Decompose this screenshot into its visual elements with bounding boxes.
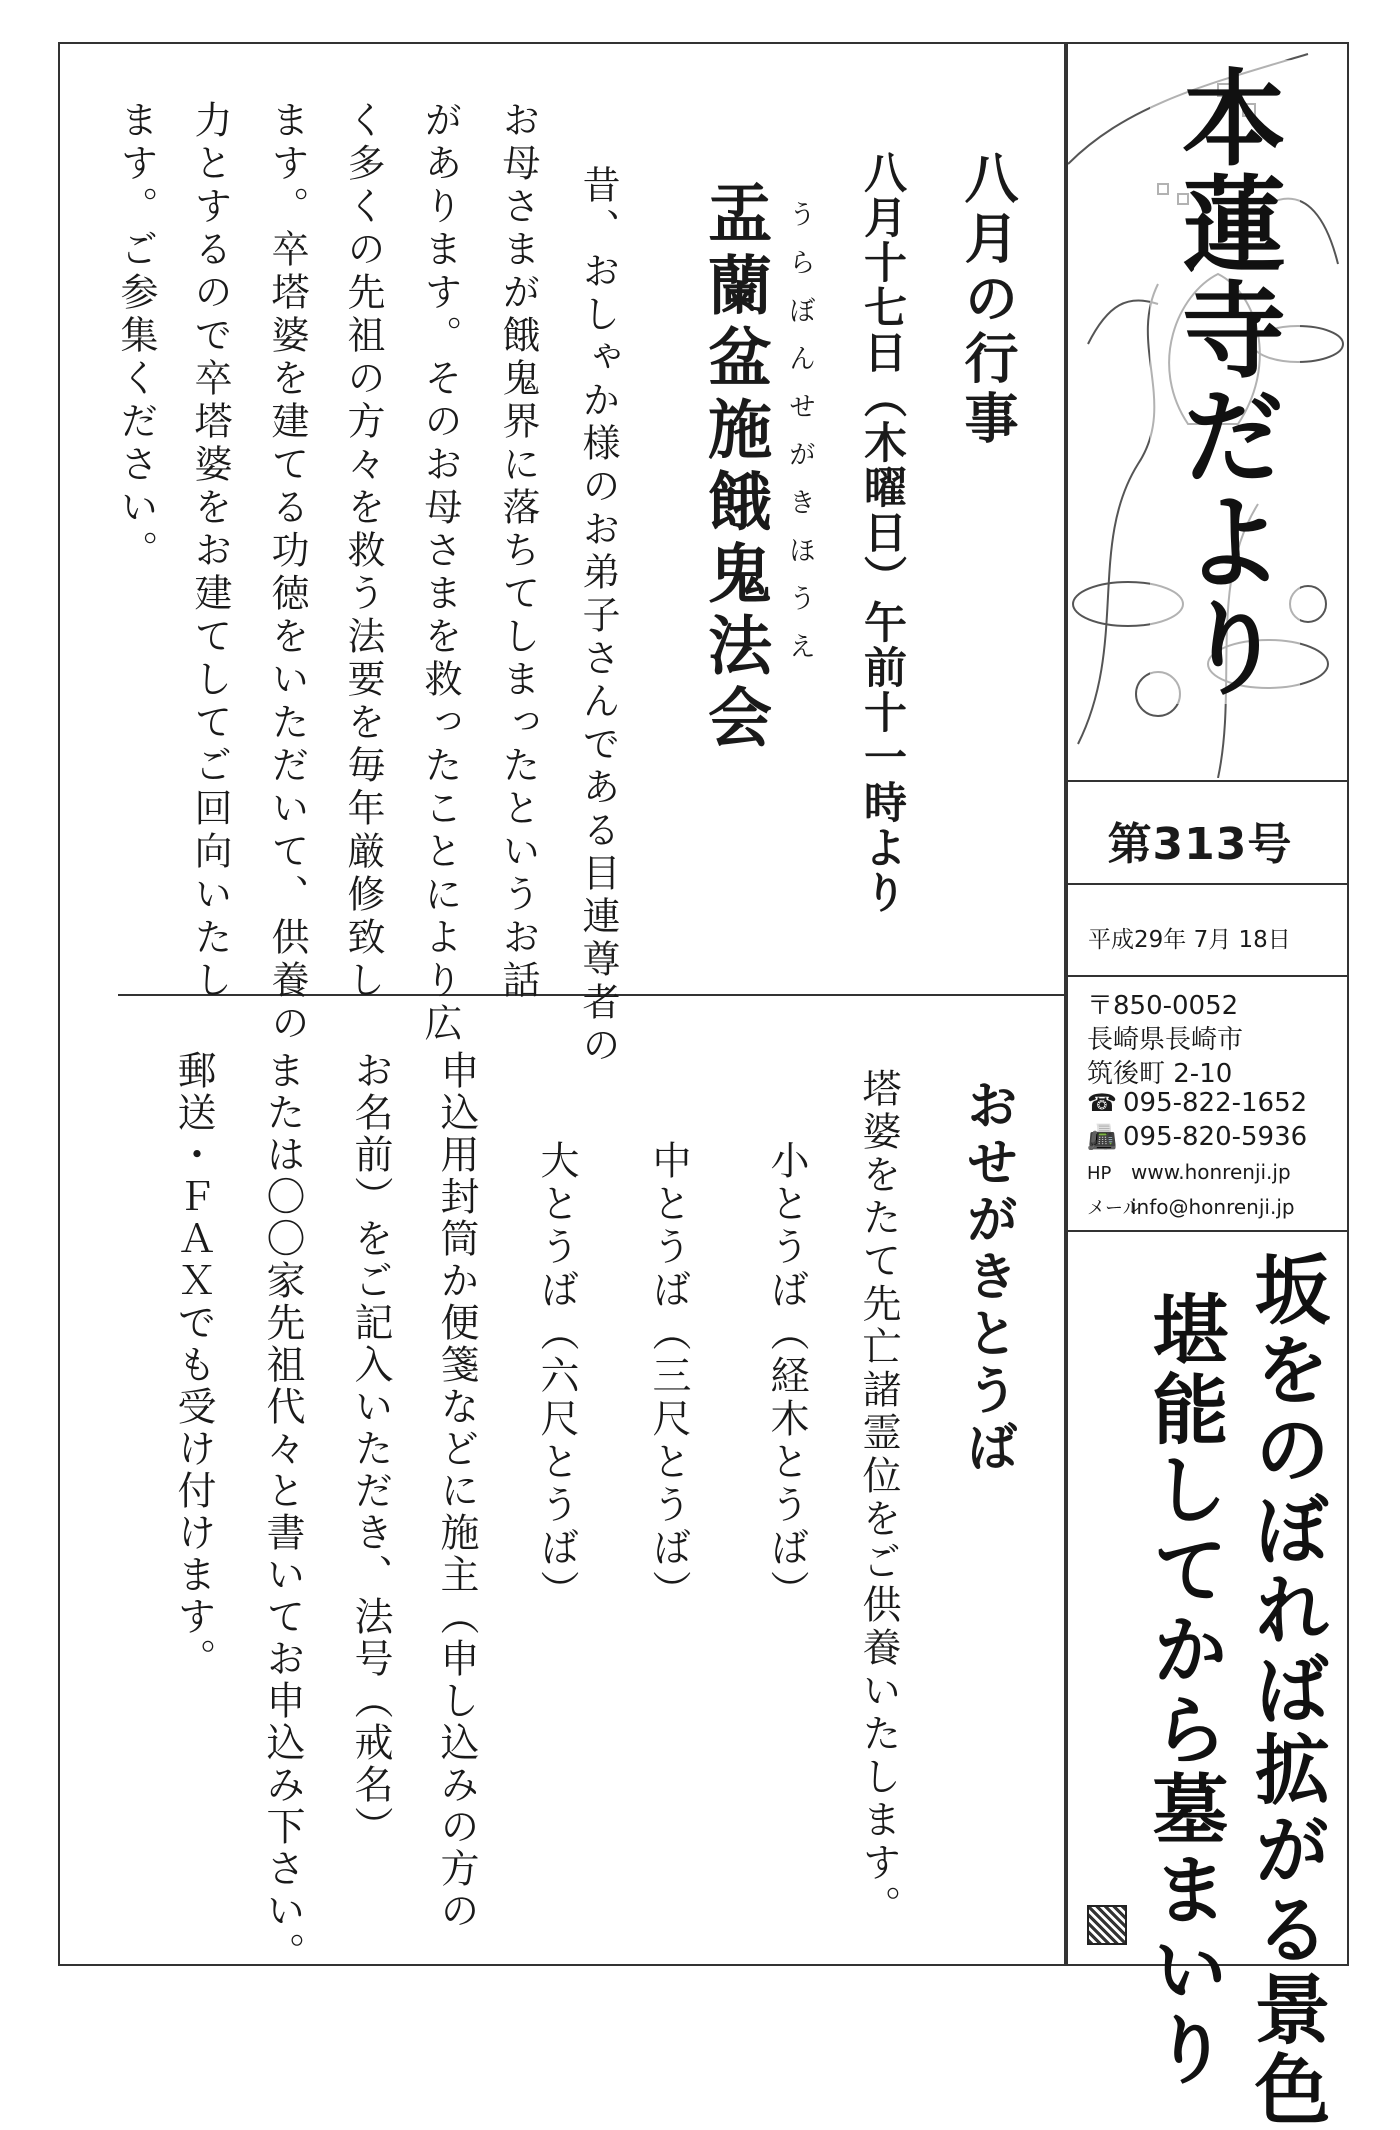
issue-number: 第313号: [1107, 819, 1293, 870]
event-description-line-3: があります。そのお母さまを救ったことにより広: [418, 100, 462, 1046]
event-description-line-6: 力とするので卒塔婆をお建てしてご回向いたし: [188, 100, 232, 1003]
event-description-line-1: 昔、おしゃか様のお弟子さんである目連尊者の: [576, 165, 620, 1068]
website-row: [1087, 1160, 1291, 1184]
event-title-ruby: うらぼんせがきほうえ: [784, 200, 815, 680]
instructions-line-1: 申込用封筒か便箋などに施主（申し込みの方の: [434, 1050, 479, 1932]
events-heading: 八月の行事: [956, 150, 1020, 450]
slogan-line-1: 坂をのぼれば拡がる景色: [1242, 1250, 1331, 2130]
issue-date: 平成29年 7月 18日: [1088, 927, 1291, 953]
sidebar-divider-masthead: [1066, 780, 1349, 782]
fax-row: [1087, 1122, 1307, 1152]
toba-size-medium: 中とうば（三尺とうば）: [646, 1140, 691, 1613]
email-address[interactable]: info@honrenji.jp: [1131, 1195, 1295, 1219]
instructions-line-3: または〇〇家先祖代々と書いてお申込み下さい。: [260, 1050, 305, 1974]
instructions-line-2: お名前）をご記入いただき、法号（戒名）: [348, 1050, 393, 1848]
event-title: 盂蘭盆施餓鬼法会: [697, 180, 772, 756]
sidebar-divider-contact: [1066, 1230, 1349, 1232]
slogan-line-2: 堪能してから墓まいり: [1140, 1290, 1229, 2090]
toba-size-large: 大とうば（六尺とうば）: [534, 1140, 579, 1613]
telephone-icon: ☎: [1087, 1089, 1117, 1117]
postal-code: 〒850-0052: [1087, 991, 1239, 1021]
address-line-2: 筑後町 2-10: [1087, 1059, 1233, 1089]
event-description-line-4: く多くの先祖の方々を救う法要を毎年厳修致し: [341, 100, 385, 1003]
fax-number: 095-820-5936: [1123, 1122, 1308, 1152]
newsletter-masthead: 本蓮寺だより: [1150, 60, 1300, 704]
artist-seal: [1087, 1905, 1127, 1945]
instructions-line-4: 郵送・ＦＡＸでも受け付けます。: [171, 1050, 216, 1680]
email-label: メール: [1087, 1198, 1141, 1219]
osegaki-heading: おせがきとうば: [957, 1078, 1018, 1477]
address-line-1: 長崎県長崎市: [1087, 1025, 1244, 1055]
event-description-line-7: ます。ご参集ください。: [114, 100, 158, 573]
email-row: [1087, 1194, 1295, 1220]
phone-number: 095-822-1652: [1123, 1088, 1308, 1118]
website-label: HP: [1087, 1163, 1112, 1184]
sidebar-divider-date: [1066, 975, 1349, 977]
event-datetime: 八月十七日（木曜日）午前十一時より: [857, 150, 907, 915]
phone-row: [1087, 1088, 1307, 1118]
event-description-line-5: ます。卒塔婆を建てる功徳をいただいて、供養の: [265, 100, 309, 1046]
event-description-line-2: お母さまが餓鬼界に落ちてしまったというお話: [496, 100, 540, 1003]
website-url[interactable]: www.honrenji.jp: [1131, 1160, 1291, 1184]
osegaki-intro: 塔婆をたて先亡諸霊位をご供養いたします。: [856, 1068, 901, 1928]
toba-size-small: 小とうば（経木とうば）: [764, 1140, 809, 1613]
fax-icon: 📠: [1087, 1123, 1117, 1151]
sidebar-divider-issue: [1066, 883, 1349, 885]
